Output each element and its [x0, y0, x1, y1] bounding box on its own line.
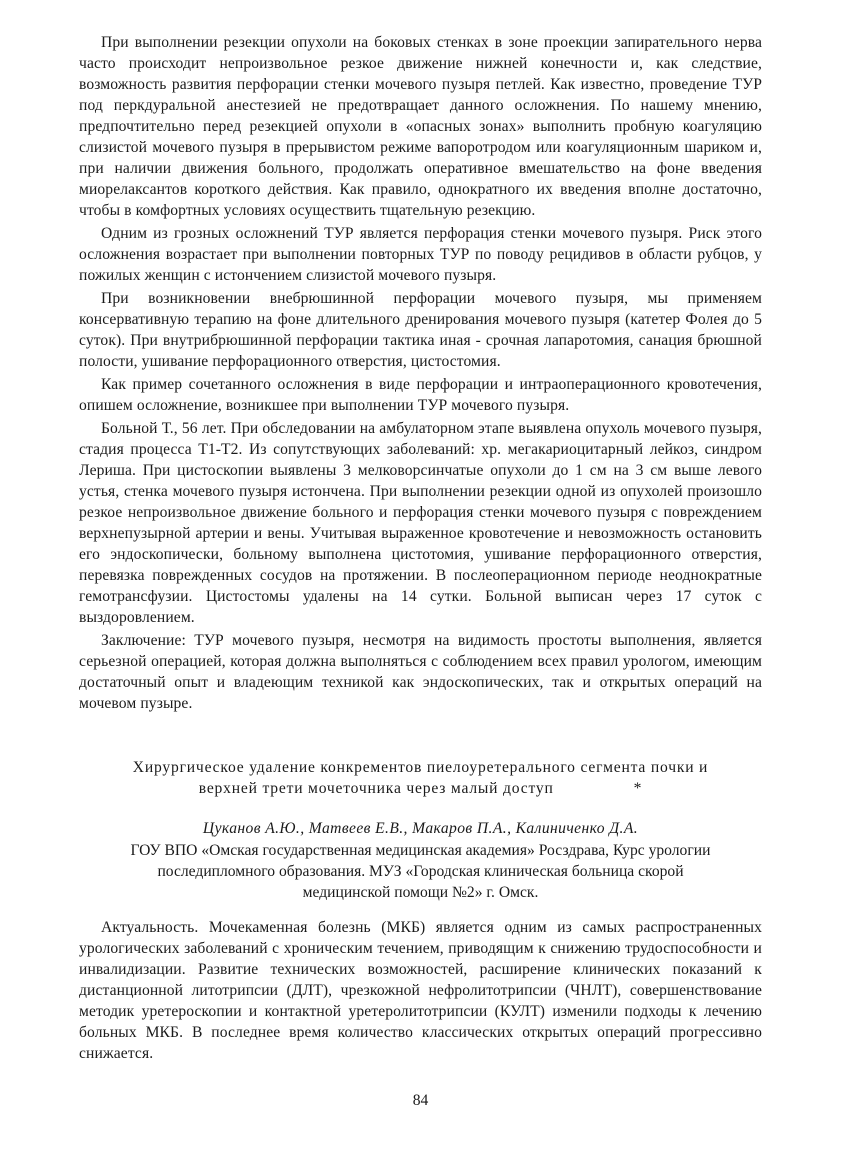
- article-body: [79, 917, 762, 1064]
- paragraph-relevance: Актуальность. Мочекаменная болезнь (МКБ) является одним из самых распространенных урологических заболеваний с хроническим течением, приводящим к снижению трудоспособности и инвалидизации. Развитие технических возможностей, расширение клинических показаний к дистанционной литотрипсии (ДЛТ), чрезкожной нефролитотрипсии (ЧНЛТ), совершенствование методик уретероскопии и контактной уретеролитотрипсии (КУЛТ) изменили подходы к лечению больных МКБ. В последнее время количество классических открытых операций прогрессивно снижается.: [79, 919, 762, 1062]
- paragraph-case-report: Больной Т., 56 лет. При обследовании на амбулаторном этапе выявлена опухоль мочевого пузыря, стадия процесса Т1-Т2. Из сопутствующих заболеваний: хр. мегакариоцитарный лейкоз, синдром Лериша. При цистоскопии выявлены 3 мелковорсинчатые опухоли до 1 см на 3 см выше левого устья, стенка мочевого пузыря истончена. При выполнении резекции одной из опухолей произошло резкое непроизвольное движение больного и перфорация стенки мочевого пузыря с повреждением верхнепузырной артерии и вены. Учитывая выраженное кровотечение и невозможность остановить его эндоскопически, больному выполнена цистотомия, ушивание перфорационного отверстия, перевязка поврежденных сосудов на протяжении. В послеоперационном периоде неоднократные гемотрансфузии. Цистостомы удалены на 14 сутки. Больной выписан через 17 суток с выздоровлением.: [79, 420, 762, 626]
- title-line-1: Хирургическое удаление конкрементов пиелоуретерального сегмента почки и: [132, 759, 709, 776]
- title-line-2: [79, 778, 762, 799]
- footnote-mark: *: [633, 780, 643, 797]
- author-list: Цуканов А.Ю., Матвеев Е.В., Макаров П.А., Калиниченко Д.А.: [202, 820, 639, 837]
- affiliation-line-2: последипломного образования. МУЗ «Городская клиническая больница скорой: [157, 863, 684, 880]
- page-number: 84: [412, 1092, 429, 1109]
- paragraph-resection: При выполнении резекции опухоли на боковых стенках в зоне проекции запирательного нерва часто происходит непроизвольное резкое движение нижней конечности и, как следствие, возможность развития перфорации стенки мочевого пузыря петлей. Как известно, проведение ТУР под перкдуральной анестезией не предотвращает данного осложнения. По нашему мнению, предпочтительно перед резекцией опухоли в «опасных зонах» выполнить пробную коагуляцию слизистой мочевого пузыря в прерывистом режиме вапоротродом или коагуляционным шариком и, при наличии движения больного, продолжать оперативное вмешательство на фоне введения миорелаксантов короткого действия. Как правило, однократного их введения вполне достаточно, чтобы в комфортных условиях осуществить тщательную резекцию.: [79, 34, 762, 219]
- article-continuation: [79, 32, 762, 716]
- affiliation: [79, 840, 762, 903]
- title-line-2-text: верхней трети мочеточника через малый доступ: [198, 780, 554, 797]
- paragraph-example: Как пример сочетанного осложнения в виде перфорации и интраоперационного кровотечения, опишем осложнение, возникшее при выполнении ТУР мочевого пузыря.: [79, 376, 762, 414]
- paragraph-treatment: При возникновении внебрюшинной перфорации мочевого пузыря, мы применяем консервативную терапию на фоне длительного дренирования мочевого пузыря (катетер Фолея до 5 суток). При внутрибрюшинной перфорации тактика иная - срочная лапаротомия, санация брюшной полости, ушивание перфорационного отверстия, цистостомия.: [79, 290, 762, 370]
- affiliation-line-1: ГОУ ВПО «Омская государственная медицинская академия» Росздрава, Курс урологии: [130, 842, 711, 859]
- paragraph-conclusion: Заключение: ТУР мочевого пузыря, несмотря на видимость простоты выполнения, является серьезной операцией, которая должна выполняться с соблюдением всех правил урологом, имеющим достаточный опыт и владеющим техникой как эндоскопических, так и открытых операций на мочевом пузыре.: [79, 632, 762, 712]
- affiliation-line-3: медицинской помощи №2» г. Омск.: [302, 884, 539, 901]
- article-title: [79, 757, 762, 799]
- paragraph-perforation-risk: Одним из грозных осложнений ТУР является перфорация стенки мочевого пузыря. Риск этого осложнения возрастает при выполнении повторных ТУР по поводу рецидивов в области рубцов, у пожилых женщин с истончением слизистой мочевого пузыря.: [79, 225, 762, 284]
